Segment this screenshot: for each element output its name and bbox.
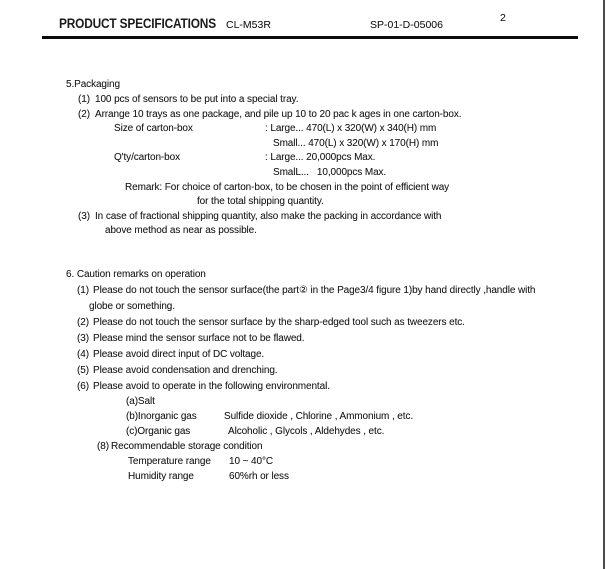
caution-item-2-number: (2) — [77, 317, 89, 328]
carton-size-large-value: : Large... 470(L) x 320(W) x 340(H) mm — [265, 123, 437, 134]
carton-qty-small-value: SmalL... 10,000pcs Max. — [273, 167, 387, 178]
page-title — [59, 16, 237, 31]
carton-size-label: Size of carton-box — [114, 123, 193, 134]
caution-item-1-number: (1) — [77, 285, 89, 296]
environment-organic-gas-value: Alcoholic , Glycols , Aldehydes , etc. — [228, 426, 385, 437]
environment-inorganic-gas-value: Sulfide dioxide , Chlorine , Ammonium , etc. — [224, 411, 414, 422]
packaging-remark-line1: Remark: For choice of carton-box, to be chosen in the point of efficient way — [125, 182, 450, 193]
environment-inorganic-gas-label: (b)Inorganic gas — [126, 411, 197, 422]
packaging-item-3-number: (3) — [78, 211, 90, 222]
packaging-remark-line2: for the total shipping quantity. — [197, 196, 324, 207]
caution-item-3-text: Please mind the sensor surface not to be flawed. — [93, 333, 305, 344]
packaging-heading: 5.Packaging — [66, 79, 120, 90]
carton-qty-label: Q'ty/carton-box — [114, 152, 180, 163]
temperature-range-label: Temperature range — [128, 456, 211, 467]
caution-item-5-text: Please avoid condensation and drenching. — [93, 365, 278, 376]
doc-number: SP-01-D-05006 — [370, 19, 443, 31]
humidity-range-label: Humidity range — [128, 471, 194, 482]
caution-heading: 6. Caution remarks on operation — [66, 269, 206, 280]
caution-item-1-line2: globe or something. — [89, 301, 175, 312]
packaging-item-3-line2: above method as near as possible. — [105, 225, 257, 236]
carton-size-small-value: Small... 470(L) x 320(W) x 170(H) mm — [273, 138, 439, 149]
caution-item-5-number: (5) — [77, 365, 89, 376]
caution-item-3-number: (3) — [77, 333, 89, 344]
model-number: CL-M53R — [226, 19, 271, 31]
packaging-item-2-number: (2) — [78, 109, 90, 120]
environment-organic-gas-label: (c)Organic gas — [126, 426, 191, 437]
storage-item-number: (8) — [97, 441, 109, 452]
header-rule — [42, 36, 578, 39]
packaging-item-3-line1: In case of fractional shipping quantity, also make the packing in accordance with — [95, 211, 442, 222]
caution-item-2-text: Please do not touch the sensor surface by the sharp-edged tool such as tweezers etc. — [93, 317, 465, 328]
caution-item-1-line1: Please do not touch the sensor surface(the part② in the Page3/4 figure 1)by hand directly ,handle with — [93, 285, 536, 296]
packaging-item-1-number: (1) — [78, 94, 90, 105]
caution-item-6-text: Please avoid to operate in the following environmental. — [93, 381, 330, 392]
packaging-item-2-text: Arrange 10 trays as one package, and pile up 10 to 20 pac k ages in one carton-box. — [95, 109, 462, 120]
carton-qty-large-value: : Large... 20,000pcs Max. — [265, 152, 376, 163]
environment-salt-label: (a)Salt — [126, 396, 155, 407]
page-title-text: PRODUCT SPECIFICATIONS — [59, 16, 216, 31]
page-number: 2 — [500, 12, 506, 24]
storage-heading: Recommendable storage condition — [111, 441, 263, 452]
temperature-range-value: 10 ~ 40°C — [229, 456, 273, 467]
humidity-range-value: 60%rh or less — [229, 471, 289, 482]
scan-edge-line — [603, 0, 605, 569]
caution-item-4-number: (4) — [77, 349, 89, 360]
caution-item-4-text: Please avoid direct input of DC voltage. — [93, 349, 265, 360]
packaging-item-1-text: 100 pcs of sensors to be put into a special tray. — [95, 94, 299, 105]
caution-item-6-number: (6) — [77, 381, 89, 392]
